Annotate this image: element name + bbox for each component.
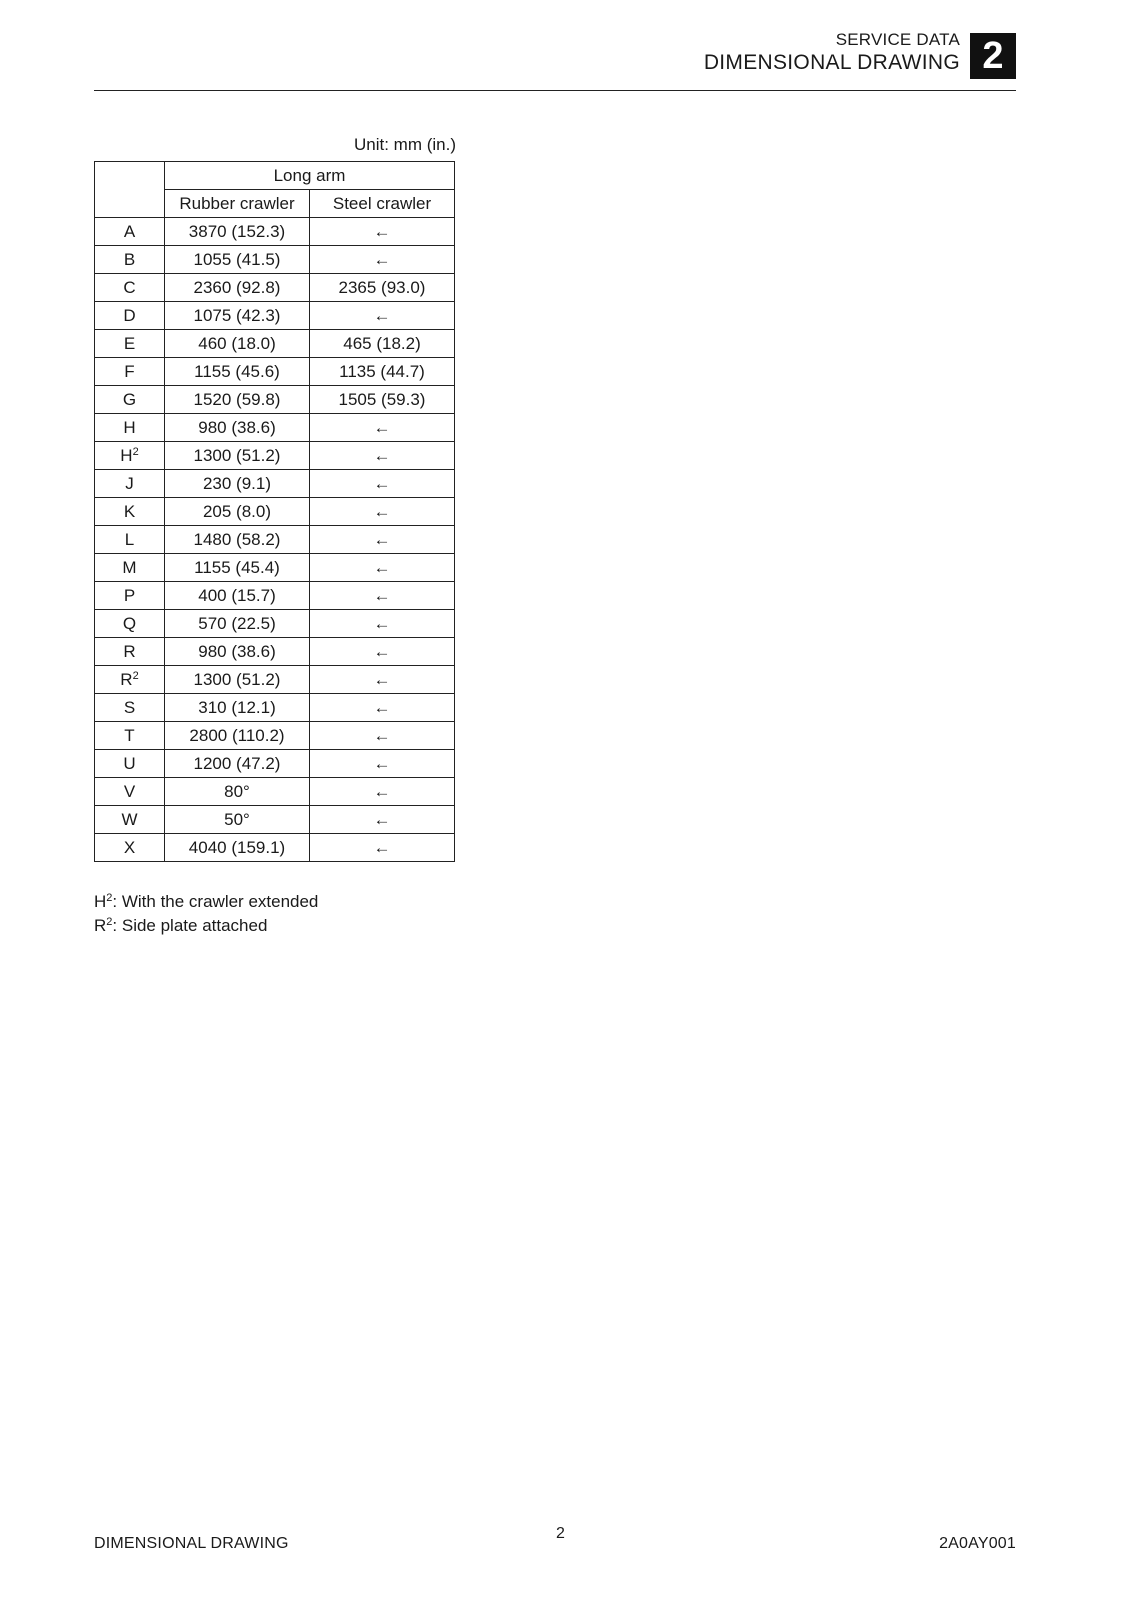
row-label-cell	[95, 498, 165, 526]
table-row	[95, 526, 455, 554]
rubber-crawler-value: 570 (22.5)	[165, 610, 310, 638]
steel-crawler-value: ←	[310, 694, 455, 722]
table-row	[95, 302, 455, 330]
table-corner-cell	[95, 162, 165, 218]
column-header-steel: Steel crawler	[310, 190, 455, 218]
rubber-crawler-value: 1075 (42.3)	[165, 302, 310, 330]
row-label-cell	[95, 750, 165, 778]
row-label: T	[124, 725, 135, 745]
footnote-label: H	[94, 892, 107, 911]
steel-crawler-value: ←	[310, 722, 455, 750]
table-row	[95, 470, 455, 498]
table-row	[95, 722, 455, 750]
row-label-cell	[95, 722, 165, 750]
steel-crawler-value: ←	[310, 470, 455, 498]
table-row	[95, 666, 455, 694]
table-row	[95, 246, 455, 274]
table-row	[95, 834, 455, 862]
footnote-sup: 2	[106, 916, 113, 928]
steel-crawler-value: 1505 (59.3)	[310, 386, 455, 414]
page-title: DIMENSIONAL DRAWING	[703, 51, 960, 74]
row-label-cell	[95, 834, 165, 862]
table-row	[95, 498, 455, 526]
steel-crawler-value: ←	[310, 498, 455, 526]
steel-crawler-value: ←	[310, 582, 455, 610]
row-label: U	[123, 753, 136, 773]
footnote-item	[94, 890, 318, 914]
table-row	[95, 274, 455, 302]
row-label: P	[123, 585, 136, 605]
steel-crawler-value: ←	[310, 218, 455, 246]
section-label: SERVICE DATA	[835, 30, 960, 49]
steel-crawler-value: ←	[310, 414, 455, 442]
rubber-crawler-value: 1300 (51.2)	[165, 666, 310, 694]
steel-crawler-value: ←	[310, 666, 455, 694]
row-label-cell	[95, 414, 165, 442]
steel-crawler-value: ←	[310, 806, 455, 834]
row-label-cell	[95, 386, 165, 414]
steel-crawler-value: 465 (18.2)	[310, 330, 455, 358]
row-label: M	[122, 557, 137, 577]
row-label: H	[123, 417, 136, 437]
steel-crawler-value: ←	[310, 554, 455, 582]
row-label-sup: 2	[132, 669, 139, 682]
steel-crawler-value: 1135 (44.7)	[310, 358, 455, 386]
rubber-crawler-value: 50°	[165, 806, 310, 834]
steel-crawler-value: ←	[310, 526, 455, 554]
table-body	[95, 218, 455, 862]
steel-crawler-value: ←	[310, 638, 455, 666]
row-label: Q	[122, 613, 137, 633]
rubber-crawler-value: 1055 (41.5)	[165, 246, 310, 274]
table-row	[95, 638, 455, 666]
rubber-crawler-value: 1200 (47.2)	[165, 750, 310, 778]
table-row	[95, 554, 455, 582]
steel-crawler-value: 2365 (93.0)	[310, 274, 455, 302]
row-label: J	[125, 473, 134, 493]
rubber-crawler-value: 2360 (92.8)	[165, 274, 310, 302]
row-label: K	[123, 501, 136, 521]
rubber-crawler-value: 2800 (110.2)	[165, 722, 310, 750]
column-header-rubber: Rubber crawler	[165, 190, 310, 218]
steel-crawler-value: ←	[310, 246, 455, 274]
rubber-crawler-value: 1480 (58.2)	[165, 526, 310, 554]
footnote-label: R	[94, 916, 107, 935]
rubber-crawler-value: 460 (18.0)	[165, 330, 310, 358]
row-label-cell	[95, 470, 165, 498]
row-label-cell	[95, 666, 165, 694]
row-label: L	[124, 529, 135, 549]
footnote-text: : Side plate attached	[112, 916, 268, 935]
group-header: Long arm	[165, 162, 455, 190]
footer-section-title: DIMENSIONAL DRAWING	[94, 1535, 289, 1552]
row-label: S	[123, 697, 136, 717]
rubber-crawler-value: 980 (38.6)	[165, 638, 310, 666]
row-label-cell	[95, 218, 165, 246]
rubber-crawler-value: 980 (38.6)	[165, 414, 310, 442]
rubber-crawler-value: 80°	[165, 778, 310, 806]
table-row	[95, 778, 455, 806]
rubber-crawler-value: 4040 (159.1)	[165, 834, 310, 862]
rubber-crawler-value: 1300 (51.2)	[165, 442, 310, 470]
row-label-cell	[95, 694, 165, 722]
rubber-crawler-value: 1155 (45.4)	[165, 554, 310, 582]
row-label-cell	[95, 610, 165, 638]
row-label-cell	[95, 554, 165, 582]
footnote-item	[94, 914, 318, 938]
row-label-cell	[95, 330, 165, 358]
rubber-crawler-value: 230 (9.1)	[165, 470, 310, 498]
steel-crawler-value: ←	[310, 834, 455, 862]
footnote-text: : With the crawler extended	[112, 892, 319, 911]
steel-crawler-value: ←	[310, 778, 455, 806]
table-row	[95, 330, 455, 358]
row-label: H	[120, 445, 133, 465]
table-row	[95, 358, 455, 386]
rubber-crawler-value: 400 (15.7)	[165, 582, 310, 610]
page-header	[704, 30, 1016, 76]
table-row	[95, 806, 455, 834]
row-label-cell	[95, 246, 165, 274]
row-label-cell	[95, 582, 165, 610]
row-label: A	[123, 221, 136, 241]
row-label: C	[123, 277, 136, 297]
dimensions-table	[94, 161, 455, 862]
header-divider	[94, 90, 1016, 91]
row-label: X	[123, 837, 136, 857]
row-label: G	[122, 389, 137, 409]
row-label-sup: 2	[132, 445, 139, 458]
row-label: R	[123, 641, 136, 661]
row-label: D	[123, 305, 136, 325]
steel-crawler-value: ←	[310, 302, 455, 330]
footnotes	[94, 890, 318, 938]
table-row	[95, 750, 455, 778]
table-row	[95, 218, 455, 246]
rubber-crawler-value: 310 (12.1)	[165, 694, 310, 722]
steel-crawler-value: ←	[310, 442, 455, 470]
row-label-cell	[95, 778, 165, 806]
table-row	[95, 414, 455, 442]
row-label: B	[123, 249, 136, 269]
row-label: F	[124, 361, 135, 381]
unit-label: Unit: mm (in.)	[354, 135, 456, 154]
rubber-crawler-value: 205 (8.0)	[165, 498, 310, 526]
row-label-cell	[95, 274, 165, 302]
table-row	[95, 694, 455, 722]
steel-crawler-value: ←	[310, 750, 455, 778]
rubber-crawler-value: 1155 (45.6)	[165, 358, 310, 386]
row-label: E	[123, 333, 136, 353]
row-label-cell	[95, 806, 165, 834]
steel-crawler-value: ←	[310, 610, 455, 638]
row-label: W	[121, 809, 138, 829]
row-label-cell	[95, 526, 165, 554]
table-row	[95, 610, 455, 638]
page-number: 2	[556, 1525, 565, 1542]
row-label-cell	[95, 638, 165, 666]
rubber-crawler-value: 3870 (152.3)	[165, 218, 310, 246]
table-row	[95, 442, 455, 470]
chapter-badge: 2	[970, 33, 1016, 79]
row-label: V	[123, 781, 136, 801]
footnote-sup: 2	[106, 892, 113, 904]
row-label: R	[120, 669, 133, 689]
row-label-cell	[95, 442, 165, 470]
table-row	[95, 582, 455, 610]
table-row	[95, 386, 455, 414]
row-label-cell	[95, 302, 165, 330]
rubber-crawler-value: 1520 (59.8)	[165, 386, 310, 414]
row-label-cell	[95, 358, 165, 386]
document-code: 2A0AY001	[939, 1535, 1016, 1552]
